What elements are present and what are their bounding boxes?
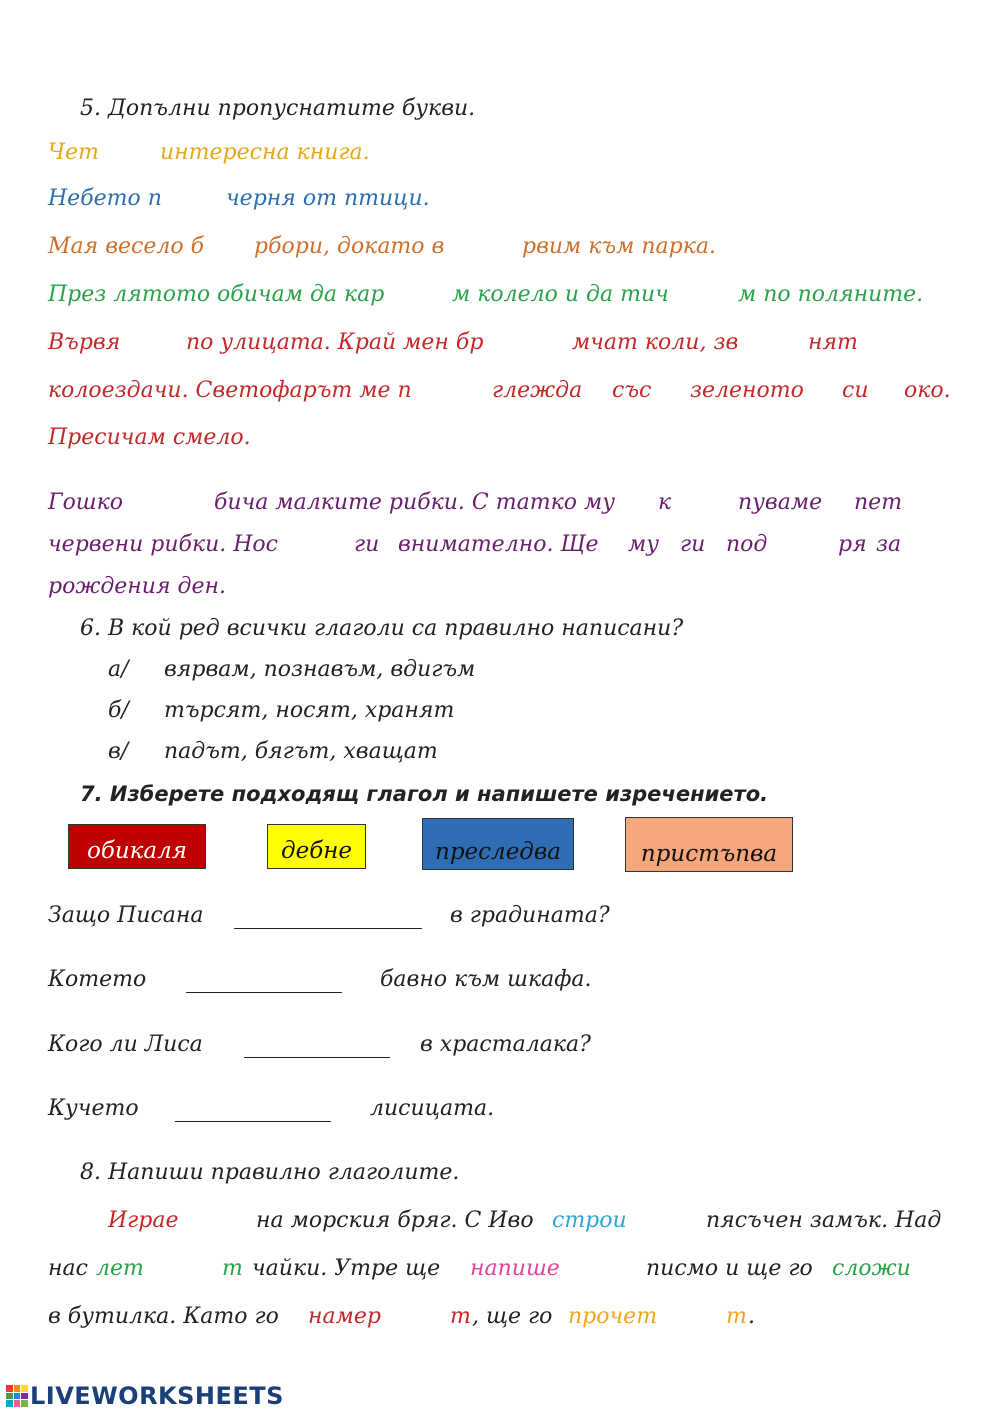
sentence3-blank[interactable] xyxy=(244,1057,390,1058)
logo-square xyxy=(14,1385,21,1392)
choice-pristapva[interactable] xyxy=(625,817,793,872)
logo-grid-icon xyxy=(6,1385,28,1407)
logo-square xyxy=(21,1393,28,1400)
task5-line9-part2: ги xyxy=(354,532,380,557)
task5-line2-part2: черня от птици. xyxy=(226,186,430,211)
task8-line1-text1: на морския бряг. С Иво xyxy=(256,1208,534,1233)
task8-line2-nas: нас xyxy=(48,1256,88,1281)
task5-line9-part5: ги xyxy=(680,532,706,557)
task8-line3-namer: намер xyxy=(308,1304,381,1329)
task5-line9-part4: му xyxy=(628,532,660,557)
task5-line8-part5: пет xyxy=(854,490,903,515)
task6-option-a-text: вярвам, познавъм, вдигъм xyxy=(164,657,476,682)
task5-line8-part4: пуваме xyxy=(738,490,823,515)
task6-option-b-text: търсят, носят, хранят xyxy=(164,698,455,723)
sentence2-after: бавно към шкафа. xyxy=(380,967,592,992)
choice-debne-label: дебне xyxy=(281,838,352,864)
sentence3-after: в храсталака? xyxy=(420,1032,591,1057)
logo-square xyxy=(6,1400,13,1407)
liveworksheets-logo xyxy=(6,1382,284,1410)
task6-option-a-label: а/ xyxy=(108,657,129,682)
task5-line6-part6: око. xyxy=(904,378,951,403)
logo-square xyxy=(6,1393,13,1400)
task5-heading: 5. Допълни пропуснатите букви. xyxy=(80,96,476,121)
task8-line3-t2: т xyxy=(726,1304,747,1329)
task5-line6-part5: си xyxy=(842,378,869,403)
choice-pristapva-label: пристъпва xyxy=(640,841,778,867)
task8-line1-igrae: Играе xyxy=(108,1208,179,1233)
logo-square xyxy=(21,1400,28,1407)
task5-line4-part3: м по поляните. xyxy=(738,282,924,307)
sentence2-blank[interactable] xyxy=(186,992,342,993)
task8-line2-text2: писмо и ще го xyxy=(646,1256,813,1281)
task5-line9-part7: ря xyxy=(838,532,867,557)
choice-obikalya-label: обикаля xyxy=(86,838,188,864)
task6-heading: 6. В кой ред всички глаголи са правилно написани? xyxy=(80,616,684,641)
task8-line2-t: т xyxy=(222,1256,243,1281)
task5-line6-part1: колоездачи. Светофарът ме п xyxy=(48,378,412,403)
logo-square xyxy=(21,1385,28,1392)
sentence4-after: лисицата. xyxy=(370,1096,495,1121)
sentence4-blank[interactable] xyxy=(175,1121,331,1122)
choice-presledva-label: преследва xyxy=(435,839,561,865)
sentence3-before: Кого ли Лиса xyxy=(48,1032,203,1057)
task8-line2-let: лет xyxy=(96,1256,144,1281)
task8-line3-text2: , ще го xyxy=(472,1304,553,1329)
task5-line5-part2: по улицата. Край мен бр xyxy=(186,330,484,355)
task6-option-b-label: б/ xyxy=(108,698,129,723)
task5-line4-part1: През лятото обичам да кар xyxy=(48,282,385,307)
task5-line8-part2: бича малките рибки. С татко му xyxy=(214,490,615,515)
task5-line1-part1: Чет xyxy=(48,140,99,165)
choice-debne[interactable] xyxy=(267,824,366,869)
task8-line2-slozhi: сложи xyxy=(832,1256,911,1281)
task5-line4-part2: м колело и да тич xyxy=(452,282,669,307)
task7-heading: 7. Изберете подходящ глагол и напишете изречението. xyxy=(80,782,769,806)
task5-line1-part2: интересна книга. xyxy=(160,140,370,165)
task8-line1-stroi: строи xyxy=(552,1208,627,1233)
task8-line3-prochet: прочет xyxy=(568,1304,658,1329)
sentence4-before: Кучето xyxy=(48,1096,139,1121)
sentence1-before: Защо Писана xyxy=(48,903,204,928)
task8-line3-t1: т xyxy=(450,1304,471,1329)
task5-line8-part1: Гошко xyxy=(48,490,124,515)
sentence1-blank[interactable] xyxy=(234,928,422,929)
task5-line3-part3: рвим към парка. xyxy=(522,234,716,259)
task8-line2-napishe: напише xyxy=(470,1256,560,1281)
task5-line3-part1: Мая весело б xyxy=(48,234,205,259)
task8-line3-period: . xyxy=(748,1304,755,1329)
task5-line8-part3: к xyxy=(658,490,672,515)
task5-line2-part1: Небето п xyxy=(48,186,162,211)
task5-line9-part1: червени рибки. Нос xyxy=(48,532,278,557)
task5-line6-part3: със xyxy=(612,378,652,403)
logo-text: LIVEWORKSHEETS xyxy=(30,1382,284,1410)
task5-line9-part6: под xyxy=(726,532,768,557)
task8-line2-text1: чайки. Утре ще xyxy=(252,1256,441,1281)
task5-line5-part4: нят xyxy=(808,330,858,355)
task5-line6-part4: зеленото xyxy=(690,378,804,403)
task8-line1-text2: пясъчен замък. Над xyxy=(706,1208,942,1233)
task5-line9-part8: за xyxy=(876,532,902,557)
task5-line3-part2: рбори, докато в xyxy=(254,234,445,259)
choice-obikalya[interactable] xyxy=(68,824,206,869)
task5-line6-part2: глежда xyxy=(492,378,583,403)
task5-line5-part3: мчат коли, зв xyxy=(572,330,739,355)
sentence2-before: Котето xyxy=(48,967,147,992)
sentence1-after: в градината? xyxy=(450,903,610,928)
task8-line3-text1: в бутилка. Като го xyxy=(48,1304,279,1329)
logo-square xyxy=(6,1385,13,1392)
logo-square xyxy=(14,1393,21,1400)
logo-square xyxy=(14,1400,21,1407)
task5-line5-part1: Вървя xyxy=(48,330,121,355)
choice-presledva[interactable] xyxy=(422,818,574,870)
task8-heading: 8. Напиши правилно глаголите. xyxy=(80,1160,460,1185)
task6-option-c-label: в/ xyxy=(108,739,129,764)
task5-line7: Пресичам смело. xyxy=(48,425,251,450)
task5-line10: рождения ден. xyxy=(48,574,226,599)
task6-option-c-text: падът, бягът, хващат xyxy=(164,739,438,764)
task5-line9-part3: внимателно. Ще xyxy=(398,532,599,557)
